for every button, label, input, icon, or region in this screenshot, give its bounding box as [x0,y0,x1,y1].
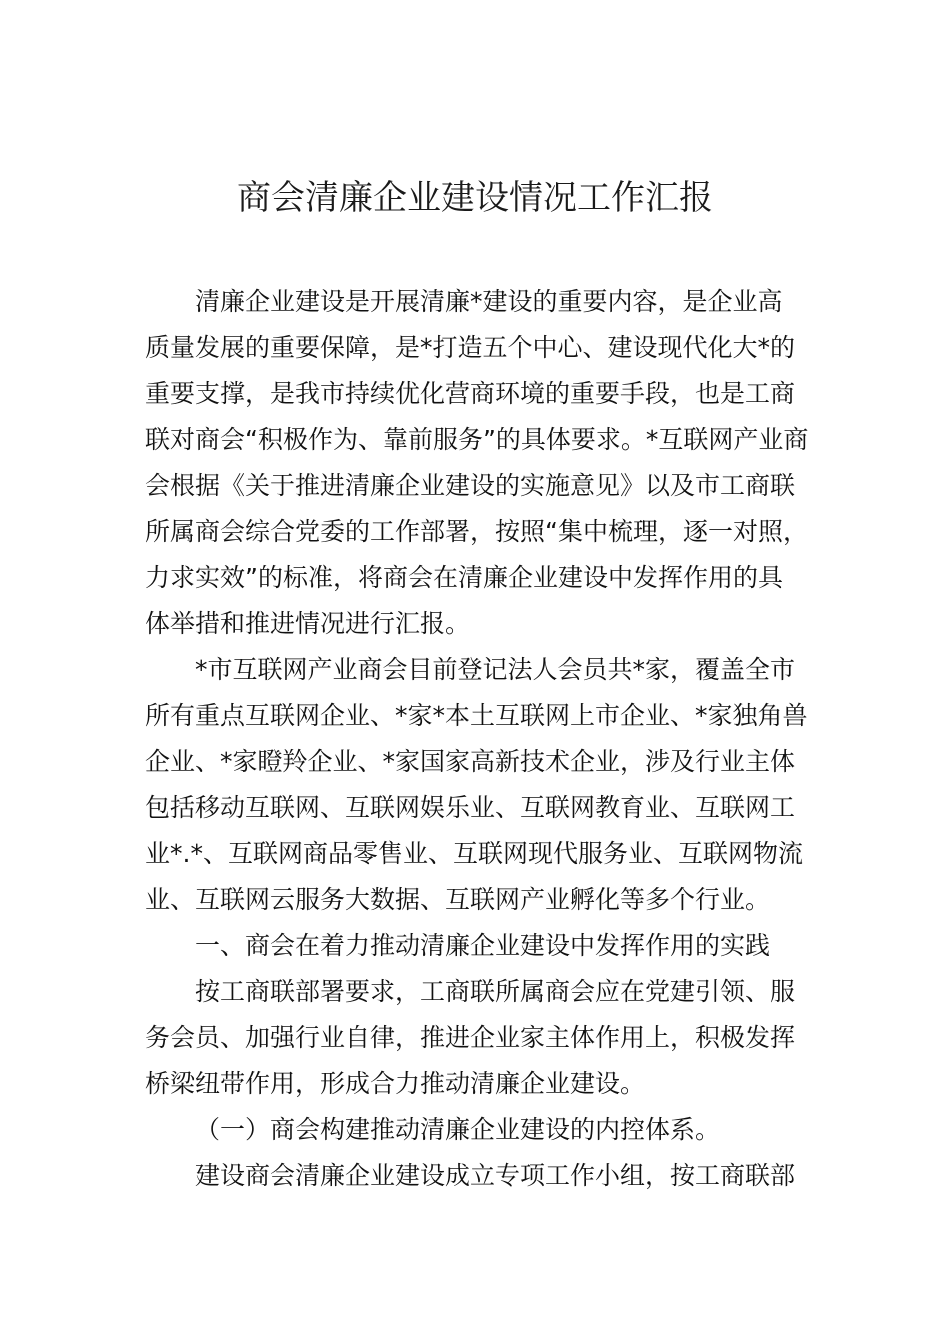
text-line: 业*.*、互联网商品零售业、互联网现代服务业、互联网物流 [145,839,803,868]
text-line: 务会员、加强行业自律，推进企业家主体作用上，积极发挥 [145,1023,796,1052]
subsection-heading-1 [145,1107,835,1153]
text-line: 质量发展的重要保障，是*打造五个中心、建设现代化大*的 [145,333,796,362]
text-line: 包括移动互联网、互联网娱乐业、互联网教育业、互联网工 [145,793,796,822]
text-line: 所属商会综合党委的工作部署，按照“集中梳理，逐一对照， [145,517,808,546]
paragraph-intro [145,279,835,647]
text-line: 体举措和推进情况进行汇报。 [145,609,471,638]
paragraph-requirements [145,969,835,1107]
document-title: 商会清廉企业建设情况工作汇报 [237,178,713,218]
text-line: 会根据《关于推进清廉企业建设的实施意见》以及市工商联 [145,471,796,500]
text-line: 重要支撑，是我市持续优化营商环境的重要手段，也是工商 [145,379,796,408]
section-heading: 一、商会在着力推动清廉企业建设中发挥作用的实践 [195,931,771,960]
text-line: 企业、*家瞪羚企业、*家国家高新技术企业，涉及行业主体 [145,747,796,776]
text-line: 力求实效”的标准，将商会在清廉企业建设中发挥作用的具 [145,563,783,592]
text-line: 按工商联部署要求，工商联所属商会应在党建引领、服 [195,977,796,1006]
paragraph-members [145,647,835,923]
text-line: 清廉企业建设是开展清廉*建设的重要内容，是企业高 [195,287,783,316]
subsection-heading: （一）商会构建推动清廉企业建设的内控体系。 [195,1115,721,1144]
text-line: 所有重点互联网企业、*家*本土互联网上市企业、*家独角兽 [145,701,808,730]
text-line: 建设商会清廉企业建设成立专项工作小组，按工商联部 [195,1161,796,1190]
document-body [145,279,835,1199]
text-line: 桥梁纽带作用，形成合力推动清廉企业建设。 [145,1069,646,1098]
paragraph-working-group [145,1153,835,1199]
section-heading-1 [145,923,835,969]
text-line: 业、互联网云服务大数据、互联网产业孵化等多个行业。 [145,885,771,914]
text-line: *市互联网产业商会目前登记法人会员共*家，覆盖全市 [195,655,796,684]
text-line: 联对商会“积极作为、靠前服务”的具体要求。*互联网产业商 [145,425,809,454]
